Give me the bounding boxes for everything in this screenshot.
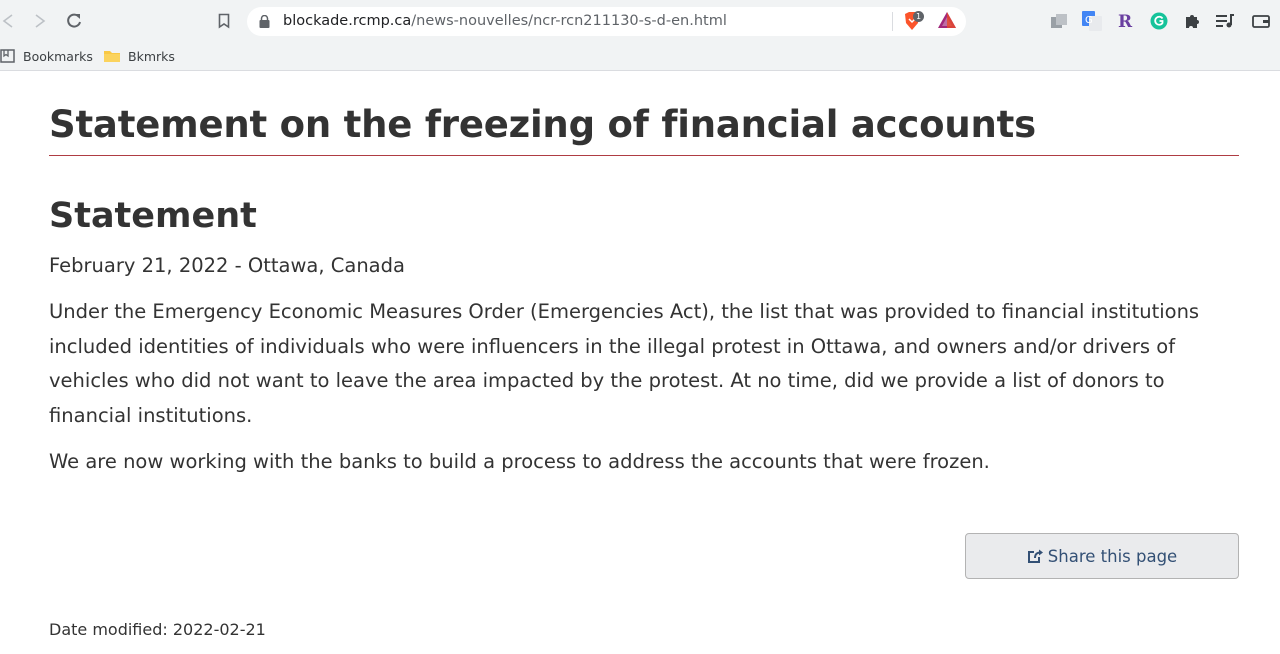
url-path: /news-nouvelles/ncr-rcn211130-s-d-en.html (411, 13, 727, 29)
grammarly-button[interactable] (1149, 11, 1169, 31)
shields-count-badge: 1 (913, 11, 924, 22)
bookmarks-folder-icon (0, 48, 16, 64)
svg-text:G: G (1085, 15, 1093, 26)
back-button[interactable] (0, 9, 20, 33)
back-arrow-icon (1, 13, 15, 29)
share-icon (1027, 548, 1044, 564)
bookmark-page-button[interactable] (212, 9, 236, 33)
dateline: February 21, 2022 - Ottawa, Canada (49, 254, 405, 277)
reload-button[interactable] (62, 9, 86, 33)
grammarly-icon (1150, 12, 1168, 30)
share-label: Share this page (1047, 546, 1178, 566)
wallet-icon (1252, 13, 1270, 29)
address-bar[interactable] (247, 7, 966, 36)
svg-text:R: R (1118, 12, 1133, 31)
title-underline (49, 155, 1239, 156)
extension-1-button[interactable] (1049, 11, 1069, 31)
bkmrks-label: Bkmrks (128, 48, 175, 64)
browser-toolbar (0, 0, 1280, 42)
folder-icon (103, 49, 121, 63)
bookmarks-item[interactable] (0, 46, 93, 66)
statement-paragraph-1: Under the Emergency Economic Measures Order (Emergencies Act), the list that was provided to financial institutions included identities of individuals who were influencers in the illegal protest in Ottawa, and owners and/or drivers of vehicles who did not want to leave the area impacted by the protest. At no time, did we provide a list of donors to financial institutions. (49, 300, 1200, 427)
lock-icon (259, 15, 270, 28)
omnibox-divider (892, 12, 893, 31)
statement-paragraph-2: We are now working with the banks to build a process to address the accounts that were frozen. (49, 450, 990, 473)
url-host: blockade.rcmp.ca (283, 13, 412, 29)
forward-arrow-icon (33, 13, 47, 29)
share-this-page-button[interactable] (965, 533, 1239, 579)
brave-shields-button[interactable] (903, 11, 925, 33)
extensions-menu-button[interactable] (1182, 11, 1202, 31)
forward-button[interactable] (28, 9, 52, 33)
r-extension-button[interactable] (1115, 11, 1135, 31)
puzzle-piece-icon (1183, 12, 1201, 30)
brave-rewards-button[interactable] (937, 11, 959, 33)
bookmarks-label: Bookmarks (23, 48, 93, 64)
bkmrks-folder[interactable] (103, 46, 175, 66)
url-text (283, 12, 727, 30)
date-modified: Date modified: 2022-02-21 (49, 620, 266, 639)
reload-icon (65, 12, 83, 30)
wallet-button[interactable] (1251, 11, 1271, 31)
bookmark-icon (218, 13, 230, 29)
playlist-music-icon (1215, 13, 1235, 29)
rewards-triangle-icon (937, 11, 957, 29)
google-translate-button[interactable] (1082, 11, 1102, 31)
copy-extension-icon (1050, 13, 1068, 29)
media-controls-button[interactable] (1215, 11, 1235, 31)
r-letter-icon (1116, 11, 1134, 31)
bookmarks-bar (0, 42, 1280, 71)
translate-icon (1082, 11, 1102, 31)
section-heading: Statement (49, 196, 257, 236)
page-title: Statement on the freezing of financial accounts (49, 103, 1036, 146)
